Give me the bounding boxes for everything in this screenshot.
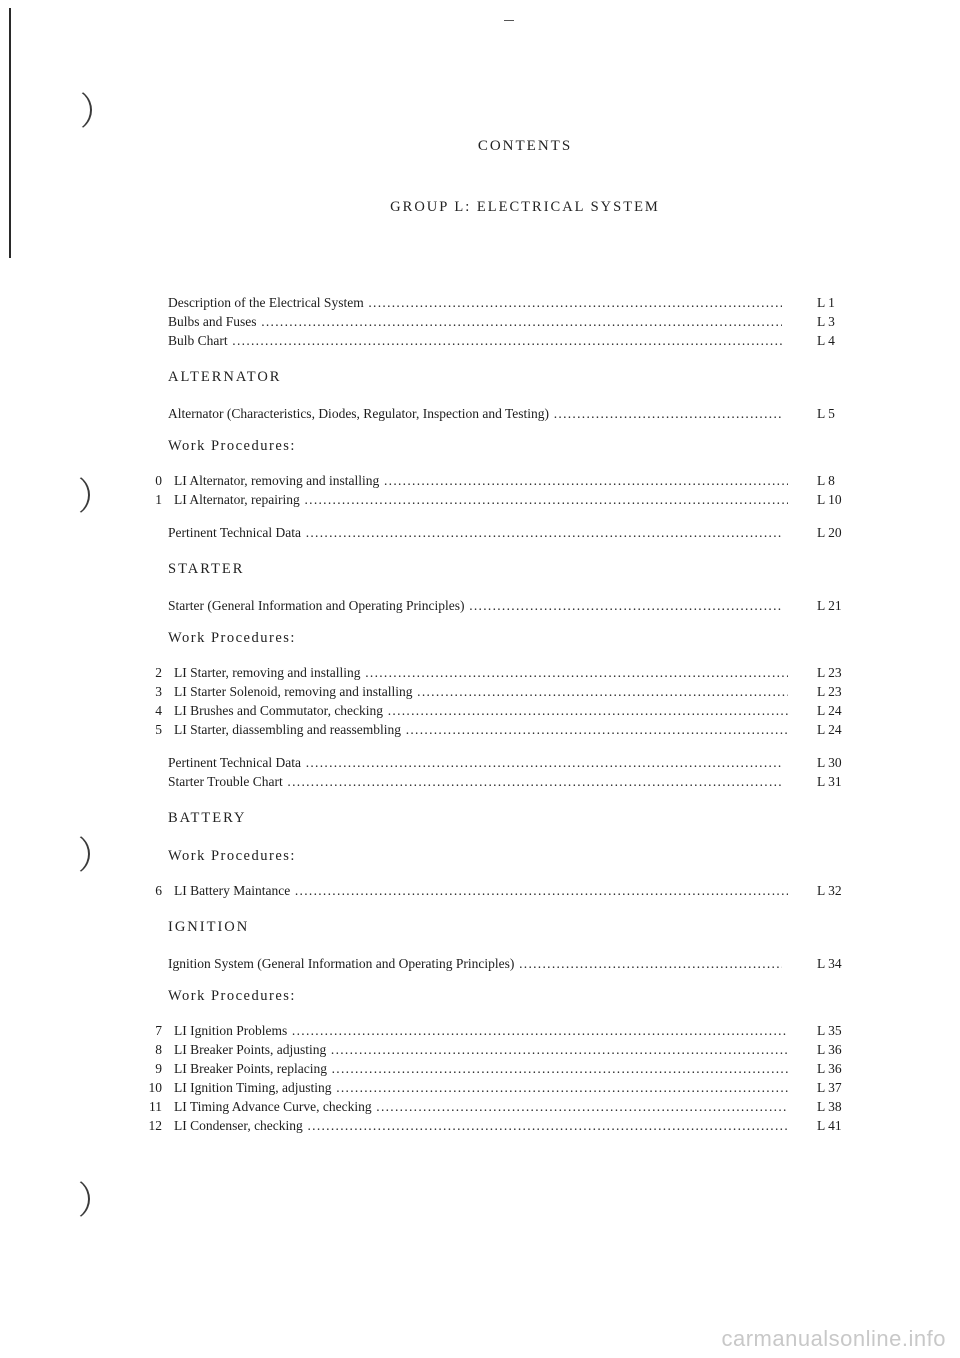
toc-entry[interactable] xyxy=(168,293,868,312)
procedure-number: 1 xyxy=(155,492,162,507)
toc-entry[interactable] xyxy=(168,312,868,331)
work-procedures-label: Work Procedures: xyxy=(168,988,296,1004)
toc-entry-text: LI Ignition Timing, adjusting ..... xyxy=(174,1078,788,1097)
section-heading-starter: STARTER xyxy=(168,561,245,577)
procedure-number: 9 xyxy=(155,1061,162,1076)
punch-hole-mark xyxy=(62,1177,90,1221)
toc-entry[interactable] xyxy=(168,596,868,615)
punch-hole-mark xyxy=(64,88,92,132)
work-procedures-label: Work Procedures: xyxy=(168,438,296,454)
toc-entry[interactable] xyxy=(168,753,868,772)
work-procedures-label: Work Procedures: xyxy=(168,630,296,646)
procedure-number: 5 xyxy=(155,722,162,737)
toc-entry-text: LI Timing Advance Curve, checking ..... xyxy=(174,1097,788,1116)
toc-entry-text: LI Brushes and Commutator, checking ..... xyxy=(174,701,788,720)
table-of-contents xyxy=(148,293,868,1135)
toc-entry-page: L 41 xyxy=(817,1118,842,1133)
page-title: CONTENTS xyxy=(477,138,573,154)
toc-entry-page: L 36 xyxy=(817,1061,842,1076)
toc-entry[interactable] xyxy=(148,1116,868,1135)
toc-entry-page: L 21 xyxy=(817,598,842,613)
toc-entry-text: Pertinent Technical Data ..... xyxy=(168,753,782,772)
toc-entry-text: LI Breaker Points, replacing ..... xyxy=(174,1059,788,1078)
toc-entry-page: L 32 xyxy=(817,883,842,898)
toc-entry-page: L 31 xyxy=(817,774,842,789)
procedure-number: 11 xyxy=(149,1099,162,1114)
toc-entry[interactable] xyxy=(168,404,868,423)
toc-entry-page: L 24 xyxy=(817,722,842,737)
toc-entry-text: LI Battery Maintance ..... xyxy=(174,881,788,900)
toc-entry-page: L 8 xyxy=(817,473,835,488)
toc-entry-text: LI Starter Solenoid, removing and installing ..... xyxy=(174,682,788,701)
toc-entry-text: LI Condenser, checking ..... xyxy=(174,1116,788,1135)
toc-entry[interactable] xyxy=(168,523,868,542)
toc-entry-page: L 23 xyxy=(817,684,842,699)
toc-entry-text: Description of the Electrical System ..... xyxy=(168,293,782,312)
toc-entry-text: Starter (General Information and Operating Principles) ..... xyxy=(168,596,782,615)
procedure-number: 0 xyxy=(155,473,162,488)
toc-entry-page: L 36 xyxy=(817,1042,842,1057)
toc-entry-page: L 20 xyxy=(817,525,842,540)
toc-entry-page: L 5 xyxy=(817,406,835,421)
section-heading-ignition: IGNITION xyxy=(168,919,250,935)
toc-entry[interactable] xyxy=(155,1021,868,1040)
toc-entry[interactable] xyxy=(168,772,868,791)
procedure-number: 3 xyxy=(155,684,162,699)
punch-hole-mark xyxy=(62,473,90,517)
toc-entry[interactable] xyxy=(155,720,868,739)
toc-entry[interactable] xyxy=(168,331,868,350)
toc-entry-page: L 34 xyxy=(817,956,842,971)
toc-entry-text: LI Breaker Points, adjusting ..... xyxy=(174,1040,788,1059)
section-heading-battery: BATTERY xyxy=(168,810,247,826)
toc-entry-page: L 1 xyxy=(817,295,835,310)
procedure-number: 4 xyxy=(155,703,162,718)
procedure-number: 6 xyxy=(155,883,162,898)
toc-entry[interactable] xyxy=(155,682,868,701)
toc-entry[interactable] xyxy=(155,663,868,682)
toc-entry-text: Bulbs and Fuses ..... xyxy=(168,312,782,331)
toc-entry-text: LI Ignition Problems ..... xyxy=(174,1021,788,1040)
toc-entry-page: L 10 xyxy=(817,492,842,507)
work-procedures-label: Work Procedures: xyxy=(168,848,296,864)
procedure-number: 10 xyxy=(148,1080,162,1095)
toc-entry[interactable] xyxy=(155,701,868,720)
section-heading-alternator: ALTERNATOR xyxy=(168,369,282,385)
binder-edge-line xyxy=(9,8,11,258)
toc-entry[interactable] xyxy=(148,1078,868,1097)
toc-entry-page: L 38 xyxy=(817,1099,842,1114)
toc-entry-text: Ignition System (General Information and Operating Principles) ..... xyxy=(168,954,782,973)
toc-entry-page: L 35 xyxy=(817,1023,842,1038)
toc-entry-text: Pertinent Technical Data ..... xyxy=(168,523,782,542)
toc-entry[interactable] xyxy=(155,1059,868,1078)
watermark[interactable]: carmanualsonline.info xyxy=(721,1326,946,1351)
toc-entry-page: L 30 xyxy=(817,755,842,770)
scan-mark xyxy=(504,20,514,21)
toc-entry-text: Bulb Chart ..... xyxy=(168,331,782,350)
toc-entry-text: LI Starter, removing and installing ..... xyxy=(174,663,788,682)
toc-entry[interactable] xyxy=(155,471,868,490)
toc-entry-page: L 24 xyxy=(817,703,842,718)
toc-entry-text: LI Starter, diassembling and reassembling ..... xyxy=(174,720,788,739)
toc-entry-page: L 4 xyxy=(817,333,835,348)
toc-entry[interactable] xyxy=(149,1097,868,1116)
toc-entry[interactable] xyxy=(155,881,868,900)
toc-entry-page: L 37 xyxy=(817,1080,842,1095)
procedure-number: 12 xyxy=(148,1118,162,1133)
toc-entry-text: LI Alternator, removing and installing ..... xyxy=(174,471,788,490)
toc-entry-text: Alternator (Characteristics, Diodes, Regulator, Inspection and Testing) ..... xyxy=(168,404,782,423)
toc-entry[interactable] xyxy=(155,490,868,509)
group-title: GROUP L: ELECTRICAL SYSTEM xyxy=(390,199,660,215)
toc-entry-text: Starter Trouble Chart ..... xyxy=(168,772,782,791)
toc-entry-page: L 23 xyxy=(817,665,842,680)
punch-hole-mark xyxy=(62,832,90,876)
toc-entry-text: LI Alternator, repairing ..... xyxy=(174,490,788,509)
procedure-number: 7 xyxy=(155,1023,162,1038)
procedure-number: 2 xyxy=(155,665,162,680)
toc-entry-page: L 3 xyxy=(817,314,835,329)
toc-entry[interactable] xyxy=(168,954,868,973)
procedure-number: 8 xyxy=(155,1042,162,1057)
toc-entry[interactable] xyxy=(155,1040,868,1059)
